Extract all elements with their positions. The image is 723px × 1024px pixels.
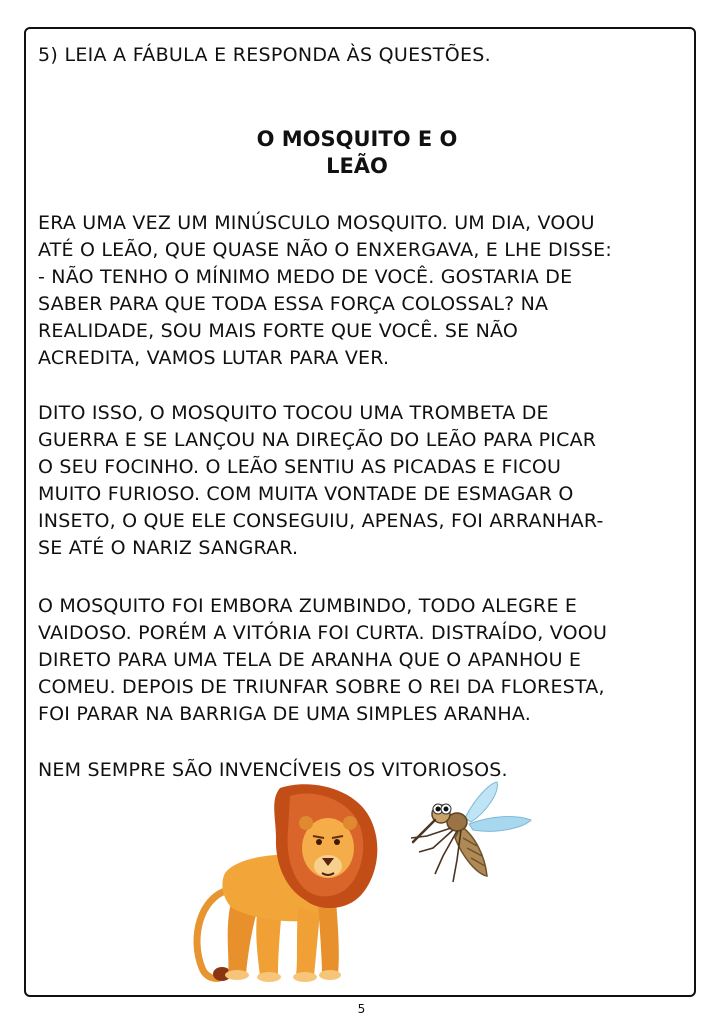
paragraph-line: O SEU FOCINHO. O LEÃO SENTIU AS PICADAS E FICOU bbox=[38, 456, 562, 478]
paragraph-line: REALIDADE, SOU MAIS FORTE QUE VOCÊ. SE NÃO bbox=[38, 320, 519, 342]
moral-line: NEM SEMPRE SÃO INVENCÍVEIS OS VITORIOSOS. bbox=[38, 759, 508, 781]
paragraph-line: VAIDOSO. PORÉM A VITÓRIA FOI CURTA. DISTRAÍDO, VOOU bbox=[38, 622, 608, 644]
paragraph-line: ACREDITA, VAMOS LUTAR PARA VER. bbox=[38, 347, 390, 369]
paragraph-line: SABER PARA QUE TODA ESSA FORÇA COLOSSAL? NA bbox=[38, 293, 549, 315]
paragraph-line: ATÉ O LEÃO, QUE QUASE NÃO O ENXERGAVA, E LHE DISSE: bbox=[38, 239, 612, 261]
paragraph-line: - NÃO TENHO O MÍNIMO MEDO DE VOCÊ. GOSTARIA DE bbox=[38, 266, 573, 288]
paragraph-line: GUERRA E SE LANÇOU NA DIREÇÃO DO LEÃO PARA PICAR bbox=[38, 429, 597, 451]
paragraph-1 bbox=[38, 210, 688, 372]
paragraph-line: COMEU. DEPOIS DE TRIUNFAR SOBRE O REI DA FLORESTA, bbox=[38, 676, 605, 698]
paragraph-line: FOI PARAR NA BARRIGA DE UMA SIMPLES ARANHA. bbox=[38, 703, 531, 725]
question-header: 5) LEIA A FÁBULA E RESPONDA ÀS QUESTÕES. bbox=[38, 44, 491, 66]
paragraph-3 bbox=[38, 593, 688, 728]
mosquito-illustration bbox=[405, 778, 540, 888]
lion-illustration bbox=[180, 778, 390, 986]
paragraph-line: O MOSQUITO FOI EMBORA ZUMBINDO, TODO ALEGRE E bbox=[38, 595, 578, 617]
paragraph-line: SE ATÉ O NARIZ SANGRAR. bbox=[38, 537, 299, 559]
paragraph-line: INSETO, O QUE ELE CONSEGUIU, APENAS, FOI ARRANHAR- bbox=[38, 510, 604, 532]
paragraph-line: MUITO FURIOSO. COM MUITA VONTADE DE ESMAGAR O bbox=[38, 483, 574, 505]
fable-title bbox=[200, 126, 514, 180]
paragraph-line: DITO ISSO, O MOSQUITO TOCOU UMA TROMBETA DE bbox=[38, 402, 549, 424]
paragraph-line: DIRETO PARA UMA TELA DE ARANHA QUE O APANHOU E bbox=[38, 649, 582, 671]
paragraph-line: ERA UMA VEZ UM MINÚSCULO MOSQUITO. UM DIA, VOOU bbox=[38, 212, 595, 234]
title-line-1: O MOSQUITO E O bbox=[256, 127, 458, 151]
title-line-2: LEÃO bbox=[326, 154, 388, 178]
page-number: 5 bbox=[357, 1002, 366, 1016]
paragraph-2 bbox=[38, 400, 688, 562]
